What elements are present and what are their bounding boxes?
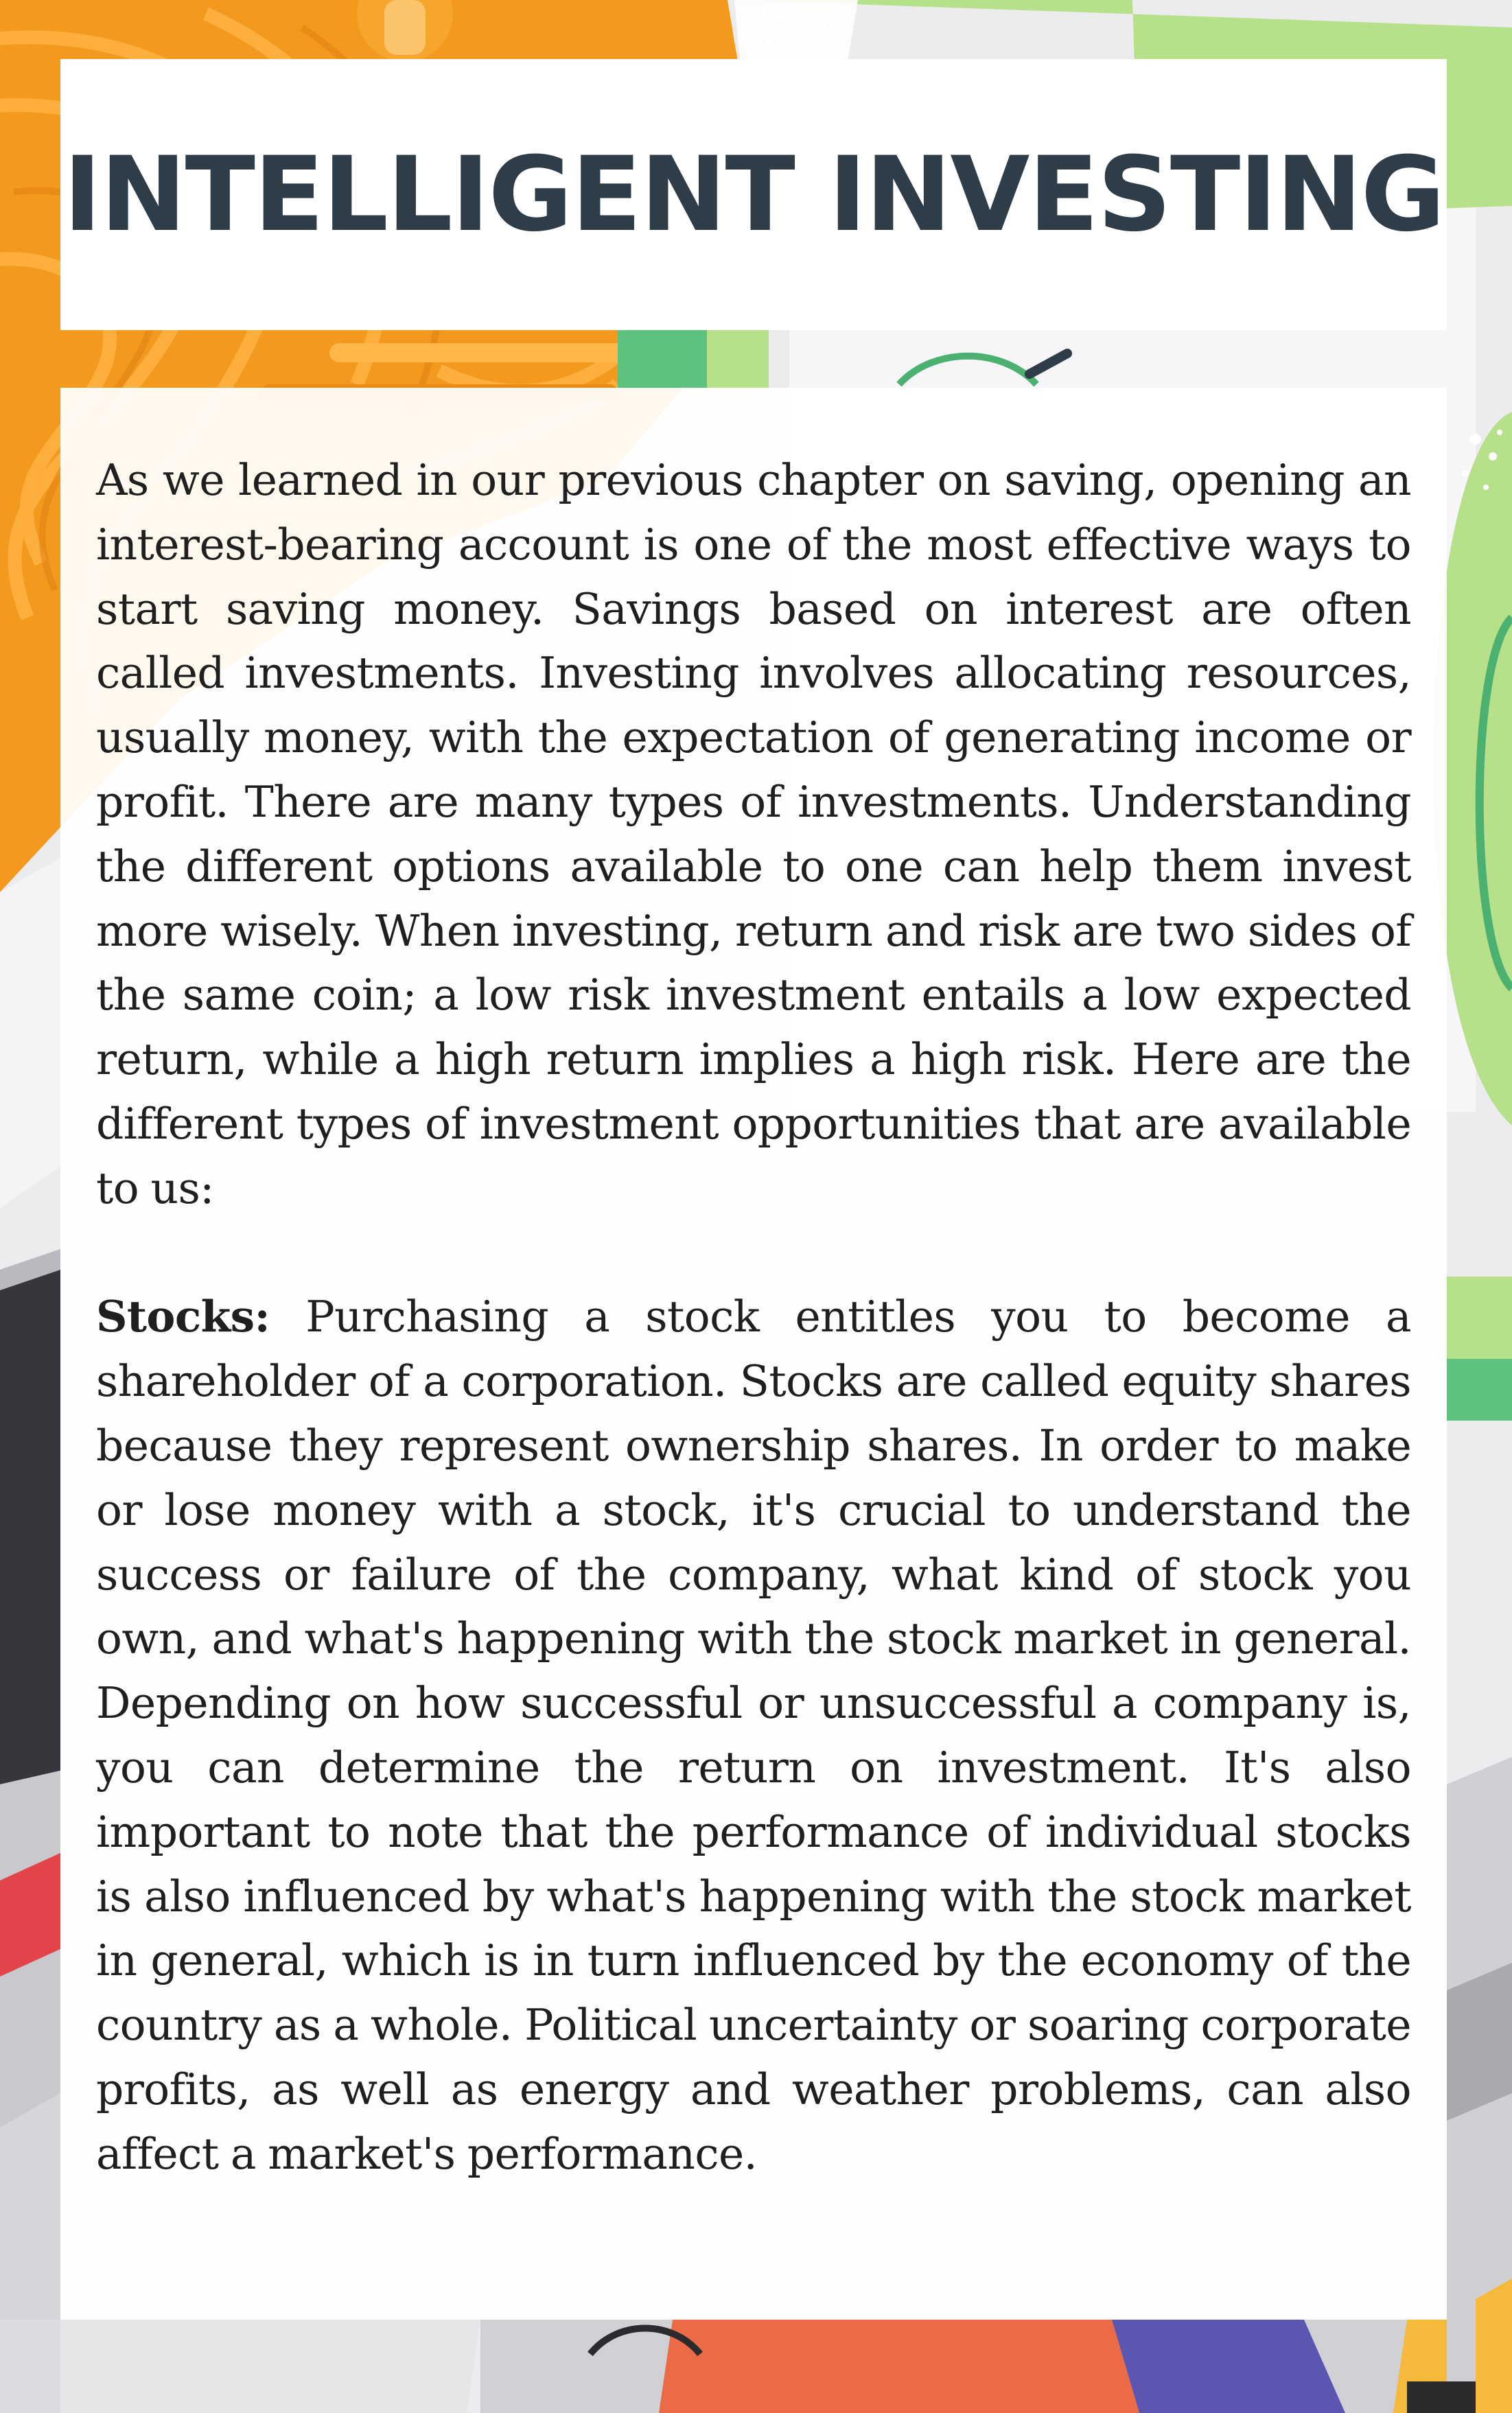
intro-paragraph: As we learned in our previous chapter on saving, opening an interest-bearing account is one of the most effective ways to start saving money. Savings based on interest are often called investments. Investing involves allocating resources, usually money, with the expectation of generating income or profit. There are many types of investments. Understanding the different options available to one can help them invest more wisely. When investing, return and risk are two sides of the same coin; a low risk investment entails a low expected return, while a high return implies a high risk. Here are the different types of investment opportunities that are available to us: bbox=[96, 455, 1411, 1213]
page-title: INTELLIGENT INVESTING bbox=[63, 135, 1444, 255]
stocks-text: Purchasing a stock entitles you to become a shareholder of a corporation. Stocks are called equity shares because they represent ownership shares. In order to make or lose money with a stock, it's crucial to understand the success or failure of the company, what kind of stock you own, and what's happening with the stock market in general. Depending on how successful or unsuccessful a company is, you can determine the return on investment. It's also important to note that the performance of individual stocks is also influenced by what's happening with the stock market in general, which is in turn influenced by the economy of the country as a whole. Political uncertainty or soaring corporate profits, as well as energy and weather problems, can also affect a market's performance. bbox=[96, 1292, 1411, 2179]
content-card bbox=[60, 388, 1447, 2320]
title-card bbox=[60, 59, 1447, 330]
stocks-paragraph bbox=[96, 1285, 1411, 2186]
stocks-term: Stocks: bbox=[96, 1291, 270, 1342]
